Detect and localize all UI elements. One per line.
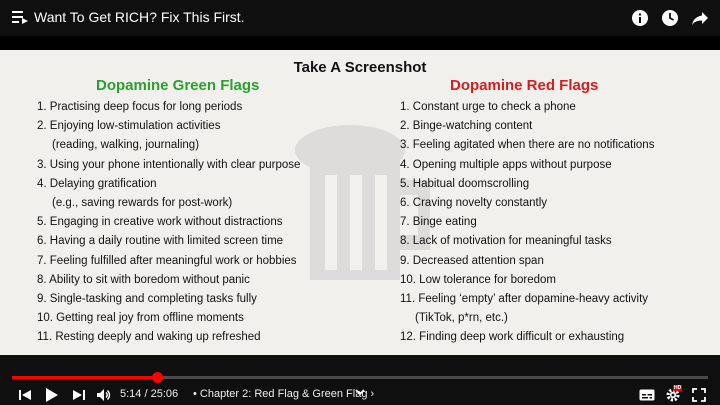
list-item: 9. Decreased attention span — [400, 254, 544, 267]
list-item: 11. Feeling ‘empty’ after dopamine-heavy activity — [400, 292, 649, 305]
slide-title: Take A Screenshot — [293, 59, 427, 76]
video-title[interactable]: Want To Get RICH? Fix This First. — [34, 9, 245, 25]
share-arrow-icon[interactable] — [690, 8, 710, 28]
playlist-menu-icon[interactable] — [12, 10, 28, 24]
list-item: 6. Having a daily routine with limited screen time — [37, 235, 284, 248]
red-flags-list — [400, 98, 654, 347]
list-item: (TikTok, p*rn, etc.) — [415, 312, 508, 325]
list-item: 9. Single-tasking and completing tasks fully — [37, 292, 257, 305]
skip-previous-icon — [18, 388, 32, 402]
list-item: 4. Opening multiple apps without purpose — [400, 158, 612, 171]
list-item: 5. Habitual doomscrolling — [400, 177, 530, 190]
list-item: (reading, walking, journaling) — [52, 139, 200, 152]
list-item: 1. Constant urge to check a phone — [400, 101, 576, 113]
volume-button[interactable] — [95, 386, 113, 404]
volume-icon — [96, 388, 112, 402]
list-item: 2. Binge-watching content — [400, 120, 533, 133]
green-flags-heading: Dopamine Green Flags — [96, 77, 260, 94]
time-separator: / — [144, 388, 148, 400]
list-item: 2. Enjoying low-stimulation activities — [37, 120, 221, 133]
settings-button[interactable] — [664, 386, 682, 404]
list-item: (e.g., saving rewards for post-work) — [52, 196, 233, 209]
chevron-down-icon — [355, 388, 365, 396]
current-time: 5:14 — [120, 388, 142, 400]
duration: 25:06 — [150, 388, 179, 400]
list-item: 11. Resting deeply and waking up refreshed — [37, 331, 261, 344]
scrubber-handle[interactable] — [152, 372, 163, 383]
list-item: 4. Delaying gratification — [37, 177, 157, 190]
list-item: 7. Feeling fulfilled after meaningful work or hobbies — [37, 254, 297, 267]
video-frame-slide[interactable] — [0, 50, 720, 355]
hd-badge: HD — [674, 385, 682, 391]
list-item: 6. Craving novelty constantly — [400, 196, 548, 209]
info-icon[interactable] — [630, 8, 650, 28]
list-item: 10. Getting real joy from offline moments — [37, 312, 244, 325]
list-item: 3. Using your phone intentionally with clear purpose — [37, 158, 301, 171]
expand-chevron-button[interactable] — [352, 383, 368, 401]
list-item: 5. Engaging in creative work without distractions — [37, 216, 283, 229]
skip-next-icon — [72, 388, 86, 402]
list-item: 8. Ability to sit with boredom without panic — [37, 273, 250, 286]
subtitles-button[interactable] — [638, 386, 656, 404]
time-display — [120, 388, 178, 400]
list-item: 12. Finding deep work difficult or exhausting — [400, 331, 625, 344]
list-item: 8. Lack of motivation for meaningful tasks — [400, 235, 612, 248]
fullscreen-button[interactable] — [690, 386, 708, 404]
watch-later-clock-icon[interactable] — [660, 8, 680, 28]
fullscreen-icon — [692, 388, 706, 402]
chapter-button[interactable]: • Chapter 2: Red Flag & Green Flag › — [193, 388, 375, 400]
subtitles-icon — [639, 389, 655, 401]
video-top-bar — [0, 0, 720, 36]
player-controls — [0, 355, 720, 405]
play-button[interactable] — [43, 386, 61, 404]
list-item: 3. Feeling agitated when there are no notifications — [400, 139, 655, 152]
progress-fill — [12, 376, 157, 379]
list-item: 7. Binge eating — [400, 216, 477, 229]
list-item: 10. Low tolerance for boredom — [400, 273, 556, 286]
play-icon — [45, 387, 59, 403]
previous-button[interactable] — [16, 386, 34, 404]
list-item: 1. Practising deep focus for long periods — [37, 101, 243, 113]
next-button[interactable] — [70, 386, 88, 404]
progress-bar[interactable] — [12, 376, 708, 379]
red-flags-heading: Dopamine Red Flags — [450, 77, 599, 94]
green-flags-list — [37, 98, 300, 347]
